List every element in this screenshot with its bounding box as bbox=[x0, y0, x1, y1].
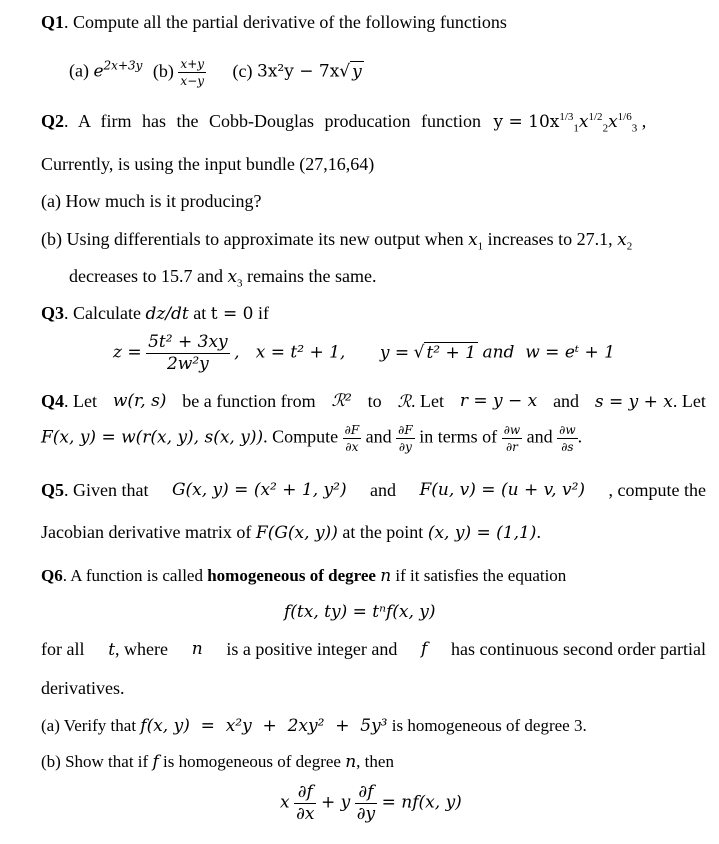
q3-y-root: t² + 1 bbox=[426, 342, 476, 363]
q3-x-eq: , x = t² + 1, bbox=[234, 342, 346, 363]
q6-final-plus: + y bbox=[320, 792, 351, 813]
q4-dy: ∂y bbox=[398, 440, 412, 454]
q2-label: Q2 bbox=[41, 111, 65, 131]
q6-where: , where bbox=[115, 639, 169, 659]
q3-text-suffix: if bbox=[257, 303, 269, 323]
q6-final-equation bbox=[280, 784, 462, 823]
q1-parts: (a) $e^{2x+3y}$ (b) $\frac{x+y}{x-y}$ (c) 3x²y − 7x√ y bbox=[69, 57, 362, 88]
q2-b-var3: x bbox=[227, 267, 238, 287]
q3-y-eq: y = bbox=[379, 342, 410, 363]
q6-a-suffix: is homogeneous of degree 3. bbox=[391, 716, 587, 735]
q6-b bbox=[41, 751, 394, 773]
q6-df1: ∂f bbox=[294, 784, 316, 804]
q3-z-eq: z = bbox=[113, 342, 142, 363]
q1-b-den: x−y bbox=[180, 74, 205, 88]
q5-F-def: F(u, v) = (u + v, v²) bbox=[419, 480, 586, 500]
q4-and2: and bbox=[365, 426, 392, 447]
q4-to: to bbox=[367, 391, 382, 411]
q4-r2: ℛ² bbox=[331, 391, 352, 411]
q4-end: . bbox=[577, 426, 583, 447]
q3-label: Q3 bbox=[41, 303, 65, 323]
q2-b-var1: x bbox=[468, 230, 478, 250]
q1-b-label: (b) bbox=[152, 60, 174, 81]
q6-t: t bbox=[108, 640, 116, 660]
q2-line2: Currently, is using the input bundle (27,16,64) bbox=[41, 154, 375, 174]
q3-deriv: dz/dt bbox=[145, 304, 189, 324]
q6-b-prefix: (b) Show that if bbox=[41, 752, 149, 771]
q4-dF2: ∂F bbox=[398, 423, 413, 437]
q6-continuous: has continuous second order partial bbox=[451, 639, 706, 659]
q2-func-prefix: y = 10x bbox=[493, 112, 560, 132]
q6-f2: f bbox=[152, 752, 159, 772]
q4-line2 bbox=[41, 424, 582, 453]
q4-F-def: F(x, y) = w(r(x, y), s(x, y)) bbox=[41, 427, 264, 448]
q1-a-expr: e bbox=[93, 61, 104, 82]
q6-b-mid: is homogeneous of degree bbox=[162, 752, 341, 771]
q1-c-expr: 3x²y − 7x bbox=[257, 61, 340, 82]
q6-a-expr: f(x, y) = x²y + 2xy² + 5y³ bbox=[140, 716, 388, 736]
q4-r: ℛ bbox=[397, 392, 412, 412]
q1-b-num: x+y bbox=[180, 57, 205, 71]
q4-and3: and bbox=[526, 426, 553, 447]
q5-and: and bbox=[370, 480, 397, 500]
q4-ds: ∂s bbox=[561, 440, 574, 454]
q2-exp3: 1/6 bbox=[617, 111, 632, 123]
q4-r-eq: r = y − x bbox=[459, 391, 538, 411]
q2-b-line1 bbox=[41, 228, 632, 251]
q6-b-suffix: , then bbox=[356, 752, 394, 771]
q4-let: . Let bbox=[64, 391, 98, 411]
q2-b-var2: x bbox=[617, 230, 627, 250]
q6-positive: is a positive integer and bbox=[226, 639, 398, 659]
q2-exp2: 1/2 bbox=[588, 111, 603, 123]
q6-equation bbox=[284, 600, 436, 623]
q1-text: . Compute all the partial derivative of the following functions bbox=[64, 12, 507, 32]
q2-sub2: 2 bbox=[602, 122, 609, 135]
q1-c-root: y bbox=[352, 61, 362, 82]
q4-dw-dr bbox=[502, 424, 522, 453]
q3-and-w: and w = eᵗ + 1 bbox=[482, 342, 615, 363]
q4-compute: . Compute bbox=[263, 426, 339, 447]
q5-point: (x, y) = (1,1) bbox=[427, 523, 537, 543]
q4-s-eq: s = y + x bbox=[594, 392, 673, 412]
q6-eq: f(tx, ty) = tⁿf(x, y) bbox=[284, 602, 436, 622]
q4-dx: ∂x bbox=[345, 440, 359, 454]
q1-heading bbox=[41, 11, 507, 33]
q3-z-fraction bbox=[146, 334, 230, 373]
q4-be-function: be a function from bbox=[182, 391, 316, 411]
q5-jacobian: Jacobian derivative matrix of bbox=[41, 522, 252, 542]
q5-FG: F(G(x, y)) bbox=[255, 523, 338, 543]
q3-equations: z = $\frac{\text{5t² + 3xy}}{\text{2w²y}}$ , x = t² + 1, y = √ t² + 1 and w = eᵗ + 1 bbox=[113, 332, 615, 374]
q5-line2 bbox=[41, 521, 541, 544]
q4-terms: in terms of bbox=[419, 426, 498, 447]
q2-b-line1-mid: increases to 27.1, bbox=[487, 229, 613, 249]
q2-text: . A firm has the Cobb-Douglas producation function bbox=[64, 111, 481, 131]
q6-a-prefix: (a) Verify that bbox=[41, 716, 137, 735]
q4-dw2: ∂w bbox=[559, 423, 576, 437]
q6-line4: derivatives. bbox=[41, 678, 125, 698]
q6-df-dy bbox=[355, 784, 377, 823]
q5-given: . Given that bbox=[64, 480, 149, 500]
q6-text-a: . A function is called bbox=[62, 566, 203, 585]
q3-text-prefix: . Calculate bbox=[64, 303, 141, 323]
q1-label: Q1 bbox=[41, 12, 65, 32]
q4-dF-dx bbox=[343, 424, 362, 453]
q4-let3: . Let bbox=[672, 391, 706, 411]
q6-n: n bbox=[380, 566, 392, 586]
q3-at: at bbox=[193, 303, 207, 323]
q5-at-point: at the point bbox=[342, 522, 424, 542]
q2-b-sub2: 2 bbox=[626, 240, 633, 253]
q2-sub1: 1 bbox=[573, 122, 579, 135]
q6-final-rhs: = nf(x, y) bbox=[381, 792, 462, 813]
q6-final-dy: ∂y bbox=[356, 804, 376, 824]
q3-cond: t = 0 bbox=[210, 304, 254, 324]
q2-b-sub1: 1 bbox=[477, 240, 484, 253]
q6-label: Q6 bbox=[41, 566, 63, 585]
q6-n2: n bbox=[191, 639, 203, 659]
q2-func-end: , bbox=[641, 111, 647, 131]
q6-bold: homogeneous of degree bbox=[207, 566, 376, 585]
q5-label: Q5 bbox=[41, 480, 65, 500]
q2-b-sub3: 3 bbox=[237, 277, 243, 290]
q4-w-rs: w(r, s) bbox=[112, 391, 167, 411]
q2-b-line1-prefix: (b) Using differentials to approximate its new output when bbox=[41, 229, 464, 249]
q4-line1 bbox=[41, 390, 706, 413]
q6-final-dx: ∂x bbox=[296, 804, 315, 824]
q2-a: (a) How much is it producing? bbox=[41, 191, 262, 211]
q6-df-dx bbox=[294, 784, 316, 823]
q4-dw-ds bbox=[557, 424, 577, 453]
q3-z-den: 2w²y bbox=[166, 354, 209, 374]
q2-heading: Q2. A firm has the Cobb-Douglas producation function $y = 10x^{1/3}_1x^{1/2}_2x^{1/6}_3$ , bbox=[41, 111, 647, 135]
q3-heading bbox=[41, 302, 269, 325]
q5-G-def: G(x, y) = (x² + 1, y²) bbox=[171, 480, 347, 500]
q6-for-all: for all bbox=[41, 639, 85, 659]
q2-sub3: 3 bbox=[631, 122, 638, 135]
q6-df2: ∂f bbox=[355, 784, 377, 804]
q2-b-line2-prefix: decreases to 15.7 and bbox=[69, 266, 223, 286]
q1-a-label: (a) bbox=[69, 60, 89, 81]
q4-dw1: ∂w bbox=[503, 423, 521, 437]
q6-final-x: x bbox=[280, 792, 290, 813]
q2-exp1: 1/3 bbox=[559, 111, 574, 123]
q2-b-line2-suffix: remains the same. bbox=[247, 266, 377, 286]
q5-line1 bbox=[41, 479, 706, 501]
q6-n3: n bbox=[345, 752, 357, 772]
q4-dF-dy bbox=[396, 424, 415, 453]
q4-and: and bbox=[553, 391, 580, 411]
q4-let2: . Let bbox=[411, 391, 445, 411]
q1-a-exp: 2x+3y bbox=[103, 58, 143, 73]
q6-f: f bbox=[421, 639, 428, 659]
q4-dr: ∂r bbox=[505, 440, 518, 454]
q5-compute: , compute the bbox=[608, 480, 706, 500]
q6-a bbox=[41, 715, 587, 737]
q6-line3 bbox=[41, 638, 706, 661]
q4-label: Q4 bbox=[41, 391, 65, 411]
q4-dF1: ∂F bbox=[344, 423, 360, 437]
q1-c-label: (c) bbox=[232, 60, 253, 81]
q3-z-num: 5t² + 3xy bbox=[148, 332, 228, 352]
q6-heading bbox=[41, 565, 566, 587]
q1-b-fraction bbox=[178, 58, 206, 87]
q6-text-b: if it satisfies the equation bbox=[395, 566, 567, 585]
q2-b-line2 bbox=[69, 265, 377, 288]
q5-end: . bbox=[536, 522, 541, 542]
